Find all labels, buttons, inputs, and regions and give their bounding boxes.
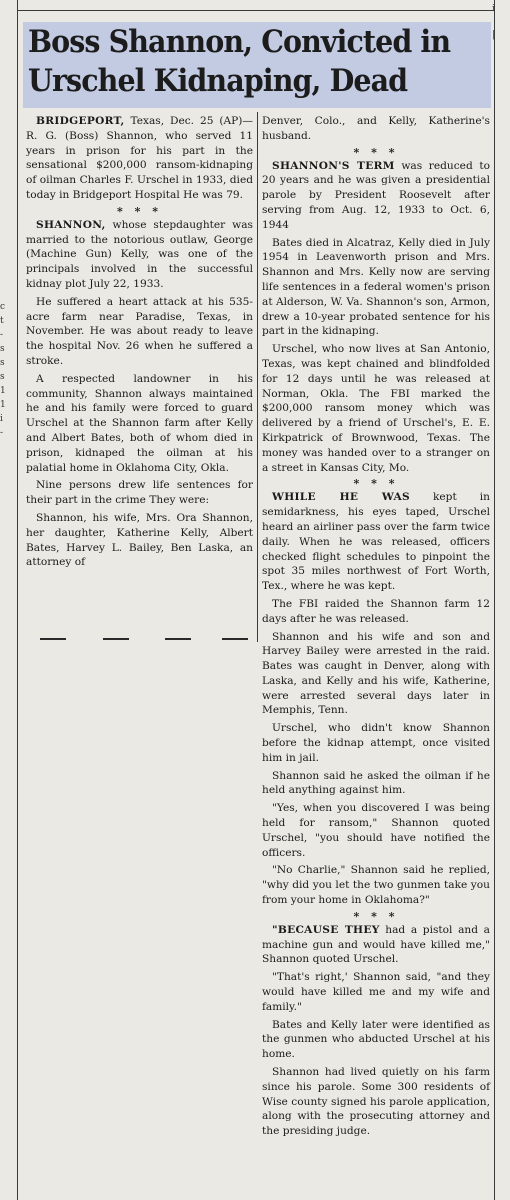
article-paragraph [262,114,490,144]
left-border-rule [17,0,18,1200]
section-break-stars: * * * [117,204,162,218]
article-column-left [26,114,253,573]
paragraph-text: Shannon, his wife, Mrs. Ora Shannon, her daughter, Katherine Kelly, Albert Bates, Harvey L. Bailey, Ben Laska, an attorney of [26,511,253,569]
paragraph-lead-in: BRIDGEPORT, [36,115,125,127]
end-rule [40,638,66,640]
right-edge-mark: | [492,30,496,40]
article-paragraph [26,218,253,292]
article-paragraph [262,1018,490,1062]
paragraph-lead-in: "BECAUSE THEY [272,923,380,936]
article-paragraph [262,863,490,907]
article-paragraph [26,295,253,369]
paragraph-text: Urschel, who didn't know Shannon before the kidnap attempt, once visited him in jail. [262,722,490,764]
paragraph-text: had a pistol and a machine gun and would have killed me," Shannon quoted Urschel. [262,923,490,966]
paragraph-text: The FBI raided the Shannon farm 12 days after he was released. [262,597,490,625]
article-paragraph [262,1065,490,1139]
article-paragraph [262,721,490,765]
paragraph-text: whose stepdaughter was married to the notorious outlaw, George (Machine Gun) Kelly, was one of the principals involved in the successful kidnay plot July 22, 1933. [26,218,253,290]
paragraph-text: Bates and Kelly later were identified as the gunmen who abducted Urschel at his home. [262,1018,490,1061]
column-divider [257,112,258,642]
article-paragraph [262,490,490,594]
end-rule [103,638,129,640]
paragraph-text: Shannon and his wife and son and Harvey Bailey were arrested in the raid. Bates was caught in Denver, along with Laska, and Kelly and his wife, Katherine, were arrested several days later in Memphis, Tenn. [262,630,490,717]
top-rule [17,10,495,11]
paragraph-text: He suffered a heart attack at his 535-acre farm near Paradise, Texas, in November. He was about ready to leave the hospital Nov. 26 when he suffered a stroke. [26,295,253,367]
adjacent-column-fragment: c t - s s s 1 1 i - [0,302,6,438]
article-paragraph [26,511,253,570]
article-column-right [262,114,490,1142]
paragraph-text: was reduced to 20 years and he was given a presidential parole by President Roosevelt after serving from Aug. 12, 1933 to Oct. 6, 1944 [262,159,490,231]
section-break-stars: * * * [353,145,399,159]
article-paragraph [262,159,490,233]
article-paragraph [262,801,490,860]
article-paragraph [262,923,490,967]
article-paragraph [262,769,490,799]
article-paragraph [262,970,490,1014]
right-border-rule [494,0,495,1200]
paragraph-lead-in: SHANNON, [36,218,106,231]
paragraph-text: "No Charlie," Shannon said he replied, "why did you let the two gunmen take you from your home in Oklahoma?" [262,864,490,907]
headline-line-1: Boss Shannon, Convicted in [28,24,451,60]
paragraph-text: A respected landowner in his community, Shannon always maintained he and his family were forced to guard Urschel at the Shannon farm after Kelly and Albert Bates, both of whom died in prison, kidnaped the oilman at his palatial home in Oklahoma City, Okla. [26,372,253,474]
end-rule [165,638,191,640]
paragraph-text: kept in semidarkness, his eyes taped, Urschel heard an airliner pass over the farm twice daily. When he was released, officers checked flight schedules to pinpoint the spot 35 miles northwest of Fort Worth, Tex., where he was kept. [262,491,490,593]
article-headline [23,22,491,108]
paragraph-text: Texas, Dec. 25 (AP)—R. G. (Boss) Shannon, who served 11 years in prison for his part in the sensational $200,000 ransom-kidnaping of oilman Charles F. Urschel in 1933, died today in Bridgeport Hospital He was 79. [26,115,253,201]
paragraph-text: Shannon had lived quietly on his farm since his parole. Some 300 residents of Wise county signed his parole application, along with the prosecuting attorney and the presiding judge. [262,1066,490,1138]
article-paragraph [262,342,490,475]
right-edge-mark: i [492,4,495,14]
article-paragraph [262,597,490,627]
article-paragraph [26,114,253,203]
headline-line-2: Urschel Kidnaping, Dead [28,63,408,99]
paragraph-text: "Yes, when you discovered I was being held for ransom," Shannon quoted Urschel, "you should have notified the officers. [262,802,490,859]
paragraph-text: Shannon said he asked the oilman if he held anything against him. [262,769,490,797]
section-break-stars: * * * [353,909,399,923]
article-paragraph [26,478,253,508]
article-paragraph [262,236,490,340]
paragraph-text: Urschel, who now lives at San Antonio, Texas, was kept chained and blindfolded for 12 days until he was released at Norman, Okla. The FBI marked the $200,000 ransom money which was delivered by a friend of Urschel's, E. E. Kirkpatrick of Brownwood, Texas. The money was handed over to a stranger on a street in Kansas City, Mo. [262,343,490,474]
section-break-stars: * * * [353,477,399,491]
article-paragraph [262,630,490,719]
paragraph-lead-in: SHANNON'S TERM [272,159,395,172]
end-rule [222,638,248,640]
paragraph-text: Nine persons drew life sentences for their part in the crime They were: [26,479,253,507]
paragraph-text: Bates died in Alcatraz, Kelly died in July 1954 in Leavenworth prison and Mrs. Shannon and Mrs. Kelly now are serving life sentences in a federal women's prison at Alderson, W. Va. Shannon's son, Armon, drew a 10-year probated sentence for his part in the kidnaping. [262,236,490,338]
paragraph-lead-in: WHILE HE WAS [272,491,410,504]
paragraph-text: "That's right,' Shannon said, "and they would have killed me and my wife and family." [262,971,490,1013]
article-paragraph [26,372,253,476]
paragraph-text: Denver, Colo., and Kelly, Katherine's husband. [262,115,490,142]
